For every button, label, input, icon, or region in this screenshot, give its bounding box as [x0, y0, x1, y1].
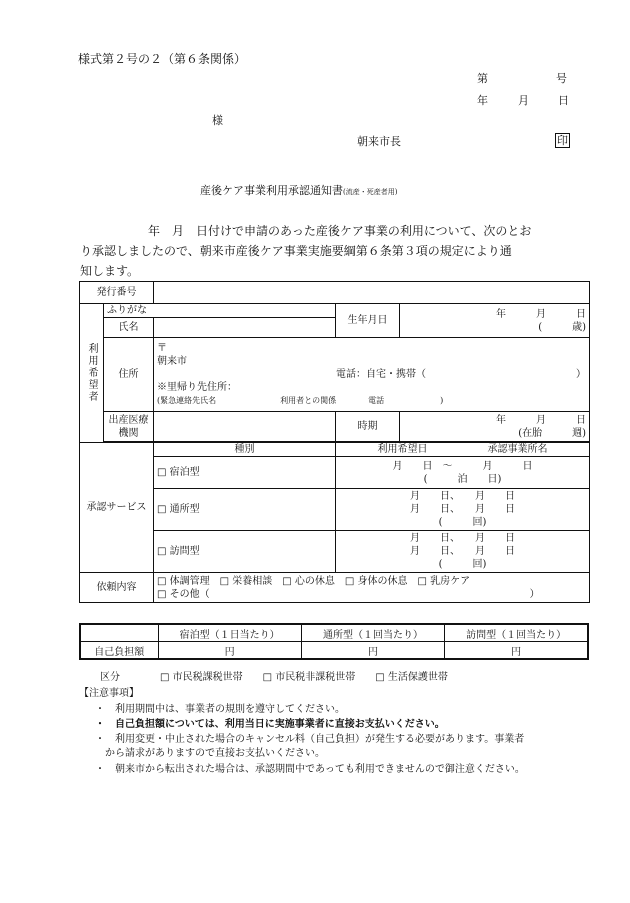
- furigana-label: ふりがな: [104, 304, 336, 318]
- service-group: 承認サービス: [80, 443, 154, 573]
- note-3: ・ 利用変更・中止された場合のキャンセル料（自己負担）が発生する必要があります。事業者: [95, 734, 525, 745]
- note-3b: から請求がありますので直接お支払いください。: [95, 748, 325, 759]
- postal-mark: 〒: [157, 343, 167, 354]
- fee-day-amount[interactable]: 円: [301, 642, 444, 660]
- col-type: 種別: [154, 443, 336, 457]
- note-1: ・ 利用期間中は、事業者の規則を遵守してください。: [95, 704, 345, 715]
- return-address: ※里帰り先住所：: [157, 382, 237, 393]
- note-4: ・ 朝来市から転出された場合は、承認期間中であっても利用できませんので御注意ください。: [95, 764, 525, 775]
- doc-title-main: 産後ケア事業利用承認通知書: [200, 184, 343, 197]
- doc-number-label: 第: [477, 72, 488, 85]
- stay-type[interactable]: □ 宿泊型: [154, 457, 336, 489]
- visit-dates[interactable]: 月 日、 月 日 月 日、 月 日 ( 回): [336, 531, 590, 573]
- date-year: 年: [477, 94, 488, 107]
- doc-number-suffix: 号: [556, 72, 567, 85]
- hospital-label: 出産医療機関: [104, 412, 154, 442]
- notes-heading: 【注意事項】: [79, 688, 139, 699]
- doc-title: [200, 182, 397, 198]
- day-dates[interactable]: 月 日、 月 日 月 日、 月 日 ( 回): [336, 489, 590, 531]
- issue-number-field[interactable]: [154, 282, 590, 304]
- date-month: 月: [518, 94, 529, 107]
- request-options[interactable]: □ 体調管理 □ 栄養相談 □ 心の休息 □ 身体の休息 □ 乳房ケア □ その他（ ）: [154, 573, 590, 603]
- day-type[interactable]: □ 通所型: [154, 489, 336, 531]
- fee-table: [79, 623, 589, 660]
- date-day: 日: [558, 94, 569, 107]
- fee-blank: [80, 624, 158, 642]
- body-line-1: 年 月 日付けで申請のあった産後ケア事業の利用について、次のとお: [148, 224, 532, 238]
- birth-label: 生年月日: [336, 304, 400, 338]
- period-label: 時期: [336, 412, 400, 442]
- application-table: [79, 281, 590, 603]
- request-label: 依頼内容: [80, 573, 154, 603]
- address-field[interactable]: [154, 338, 590, 412]
- city: 朝来市: [157, 356, 187, 367]
- fee-row-label: 自己負担額: [80, 642, 158, 660]
- applicant-group: 利用希望者: [80, 304, 104, 443]
- visit-type[interactable]: □ 訪問型: [154, 531, 336, 573]
- hospital-field[interactable]: [154, 412, 336, 442]
- phone-line: 電話：自宅・携帯（ ）: [336, 369, 587, 380]
- fee-col-stay: 宿泊型（１日当たり）: [158, 624, 301, 642]
- fee-stay-amount[interactable]: 円: [158, 642, 301, 660]
- form-number: 様式第２号の２（第６条関係）: [78, 52, 247, 66]
- issue-number-label: 発行番号: [80, 282, 154, 304]
- stay-dates[interactable]: 月 日 〜 月 日 ( 泊 日): [336, 457, 590, 489]
- note-2: ・ 自己負担額については、利用当日に実施事業者に直接お支払いください。: [95, 719, 445, 730]
- birth-date-field[interactable]: 年 月 日 ( 歳): [400, 304, 590, 338]
- body-line-2: り承認しましたので、朝来市産後ケア事業実施要綱第６条第３項の規定により通: [80, 244, 512, 258]
- fee-col-day: 通所型（１回当たり）: [301, 624, 444, 642]
- name-field[interactable]: [154, 318, 336, 338]
- doc-title-sub: (流産・死産者用): [343, 188, 398, 196]
- class-options[interactable]: □ 市民税課税世帯 □ 市民税非課税世帯 □ 生活保護世帯: [160, 672, 448, 683]
- emergency-contact: (緊急連絡先氏名 利用者との関係 電話 ): [157, 396, 444, 405]
- address-label: 住所: [104, 338, 154, 412]
- fee-visit-amount[interactable]: 円: [445, 642, 588, 660]
- seal-stamp: 印: [557, 134, 568, 147]
- col-dates: 利用希望日 承認事業所名: [336, 443, 590, 457]
- class-label: 区分: [100, 672, 120, 683]
- issuer: 朝来市長: [357, 135, 401, 148]
- fee-col-visit: 訪問型（１回当たり）: [445, 624, 588, 642]
- period-field[interactable]: 年 月 日 (在胎 週): [400, 412, 590, 442]
- addressee: 様: [212, 114, 223, 127]
- name-label: 氏名: [104, 318, 154, 338]
- body-line-3: 知します。: [80, 264, 140, 278]
